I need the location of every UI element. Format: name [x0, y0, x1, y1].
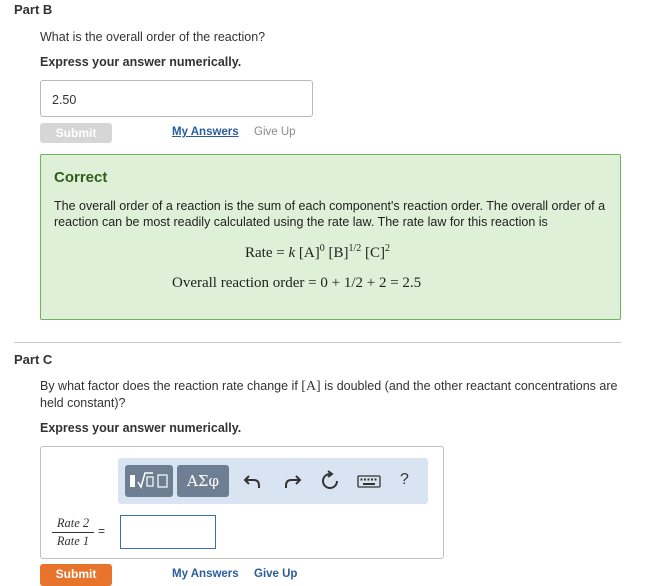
part-b-title: Part B — [14, 2, 53, 17]
part-c-submit-button[interactable]: Submit — [40, 564, 112, 586]
term-a: [A] — [298, 245, 320, 261]
part-c-instruction: Express your answer numerically. — [40, 421, 242, 435]
templates-button[interactable] — [125, 465, 173, 497]
part-b-my-answers-link[interactable]: My Answers — [172, 126, 239, 138]
keyboard-icon[interactable] — [357, 470, 381, 492]
part-b-give-up-link[interactable]: Give Up — [254, 126, 296, 138]
undo-icon[interactable] — [242, 470, 264, 492]
part-c-my-answers-link[interactable]: My Answers — [172, 568, 239, 580]
part-c-question-post: is doubled (and the other reactant concentrations are held constant)? — [40, 379, 618, 410]
rate-ratio-fraction — [52, 516, 94, 549]
part-c-answer-input[interactable] — [120, 515, 216, 549]
exp-b: 1/2 — [348, 243, 362, 254]
greek-symbols-button[interactable]: ΑΣφ — [177, 465, 229, 497]
part-b-instruction: Express your answer numerically. — [40, 55, 242, 69]
rate-equals: = — [276, 245, 285, 261]
exp-c: 2 — [385, 243, 390, 254]
fraction-denominator: Rate 1 — [56, 534, 90, 548]
part-c-question — [40, 378, 625, 411]
overall-order-equation: Overall reaction order = 0 + 1/2 + 2 = 2.5 — [172, 275, 422, 291]
fraction-numerator: Rate 2 — [52, 516, 94, 533]
rate-constant: k — [288, 245, 296, 261]
term-b: [B] — [328, 245, 349, 261]
part-b-question: What is the overall order of the reaction? — [40, 30, 266, 44]
rate-law-equation — [245, 243, 390, 262]
redo-icon[interactable] — [281, 470, 303, 492]
section-divider — [14, 342, 621, 343]
rate-lhs: Rate — [245, 245, 273, 261]
equals-sign: = — [98, 524, 106, 538]
part-c-give-up-link[interactable]: Give Up — [254, 568, 298, 580]
part-c-title: Part C — [14, 352, 53, 367]
part-b-submit-button[interactable]: Submit — [40, 123, 112, 143]
feedback-title: Correct — [54, 169, 108, 186]
exp-a: 0 — [319, 243, 325, 254]
reset-icon[interactable] — [319, 470, 341, 492]
part-c-question-pre: By what factor does the reaction rate change if — [40, 379, 298, 393]
math-toolbar — [118, 458, 428, 504]
term-c: [C] — [365, 245, 385, 261]
part-b-answer-value: 2.50 — [52, 93, 77, 107]
part-c-question-term: [A] — [301, 379, 321, 394]
part-b-answer-field[interactable] — [40, 80, 313, 117]
feedback-correct-box — [40, 154, 621, 320]
feedback-text: The overall order of a reaction is the sum of each component's reaction order. The overall order of a reaction can be most readily calculated using the rate law. The rate law for this reaction is — [54, 199, 606, 229]
help-button[interactable]: ? — [400, 471, 409, 488]
templates-icon — [127, 470, 171, 492]
